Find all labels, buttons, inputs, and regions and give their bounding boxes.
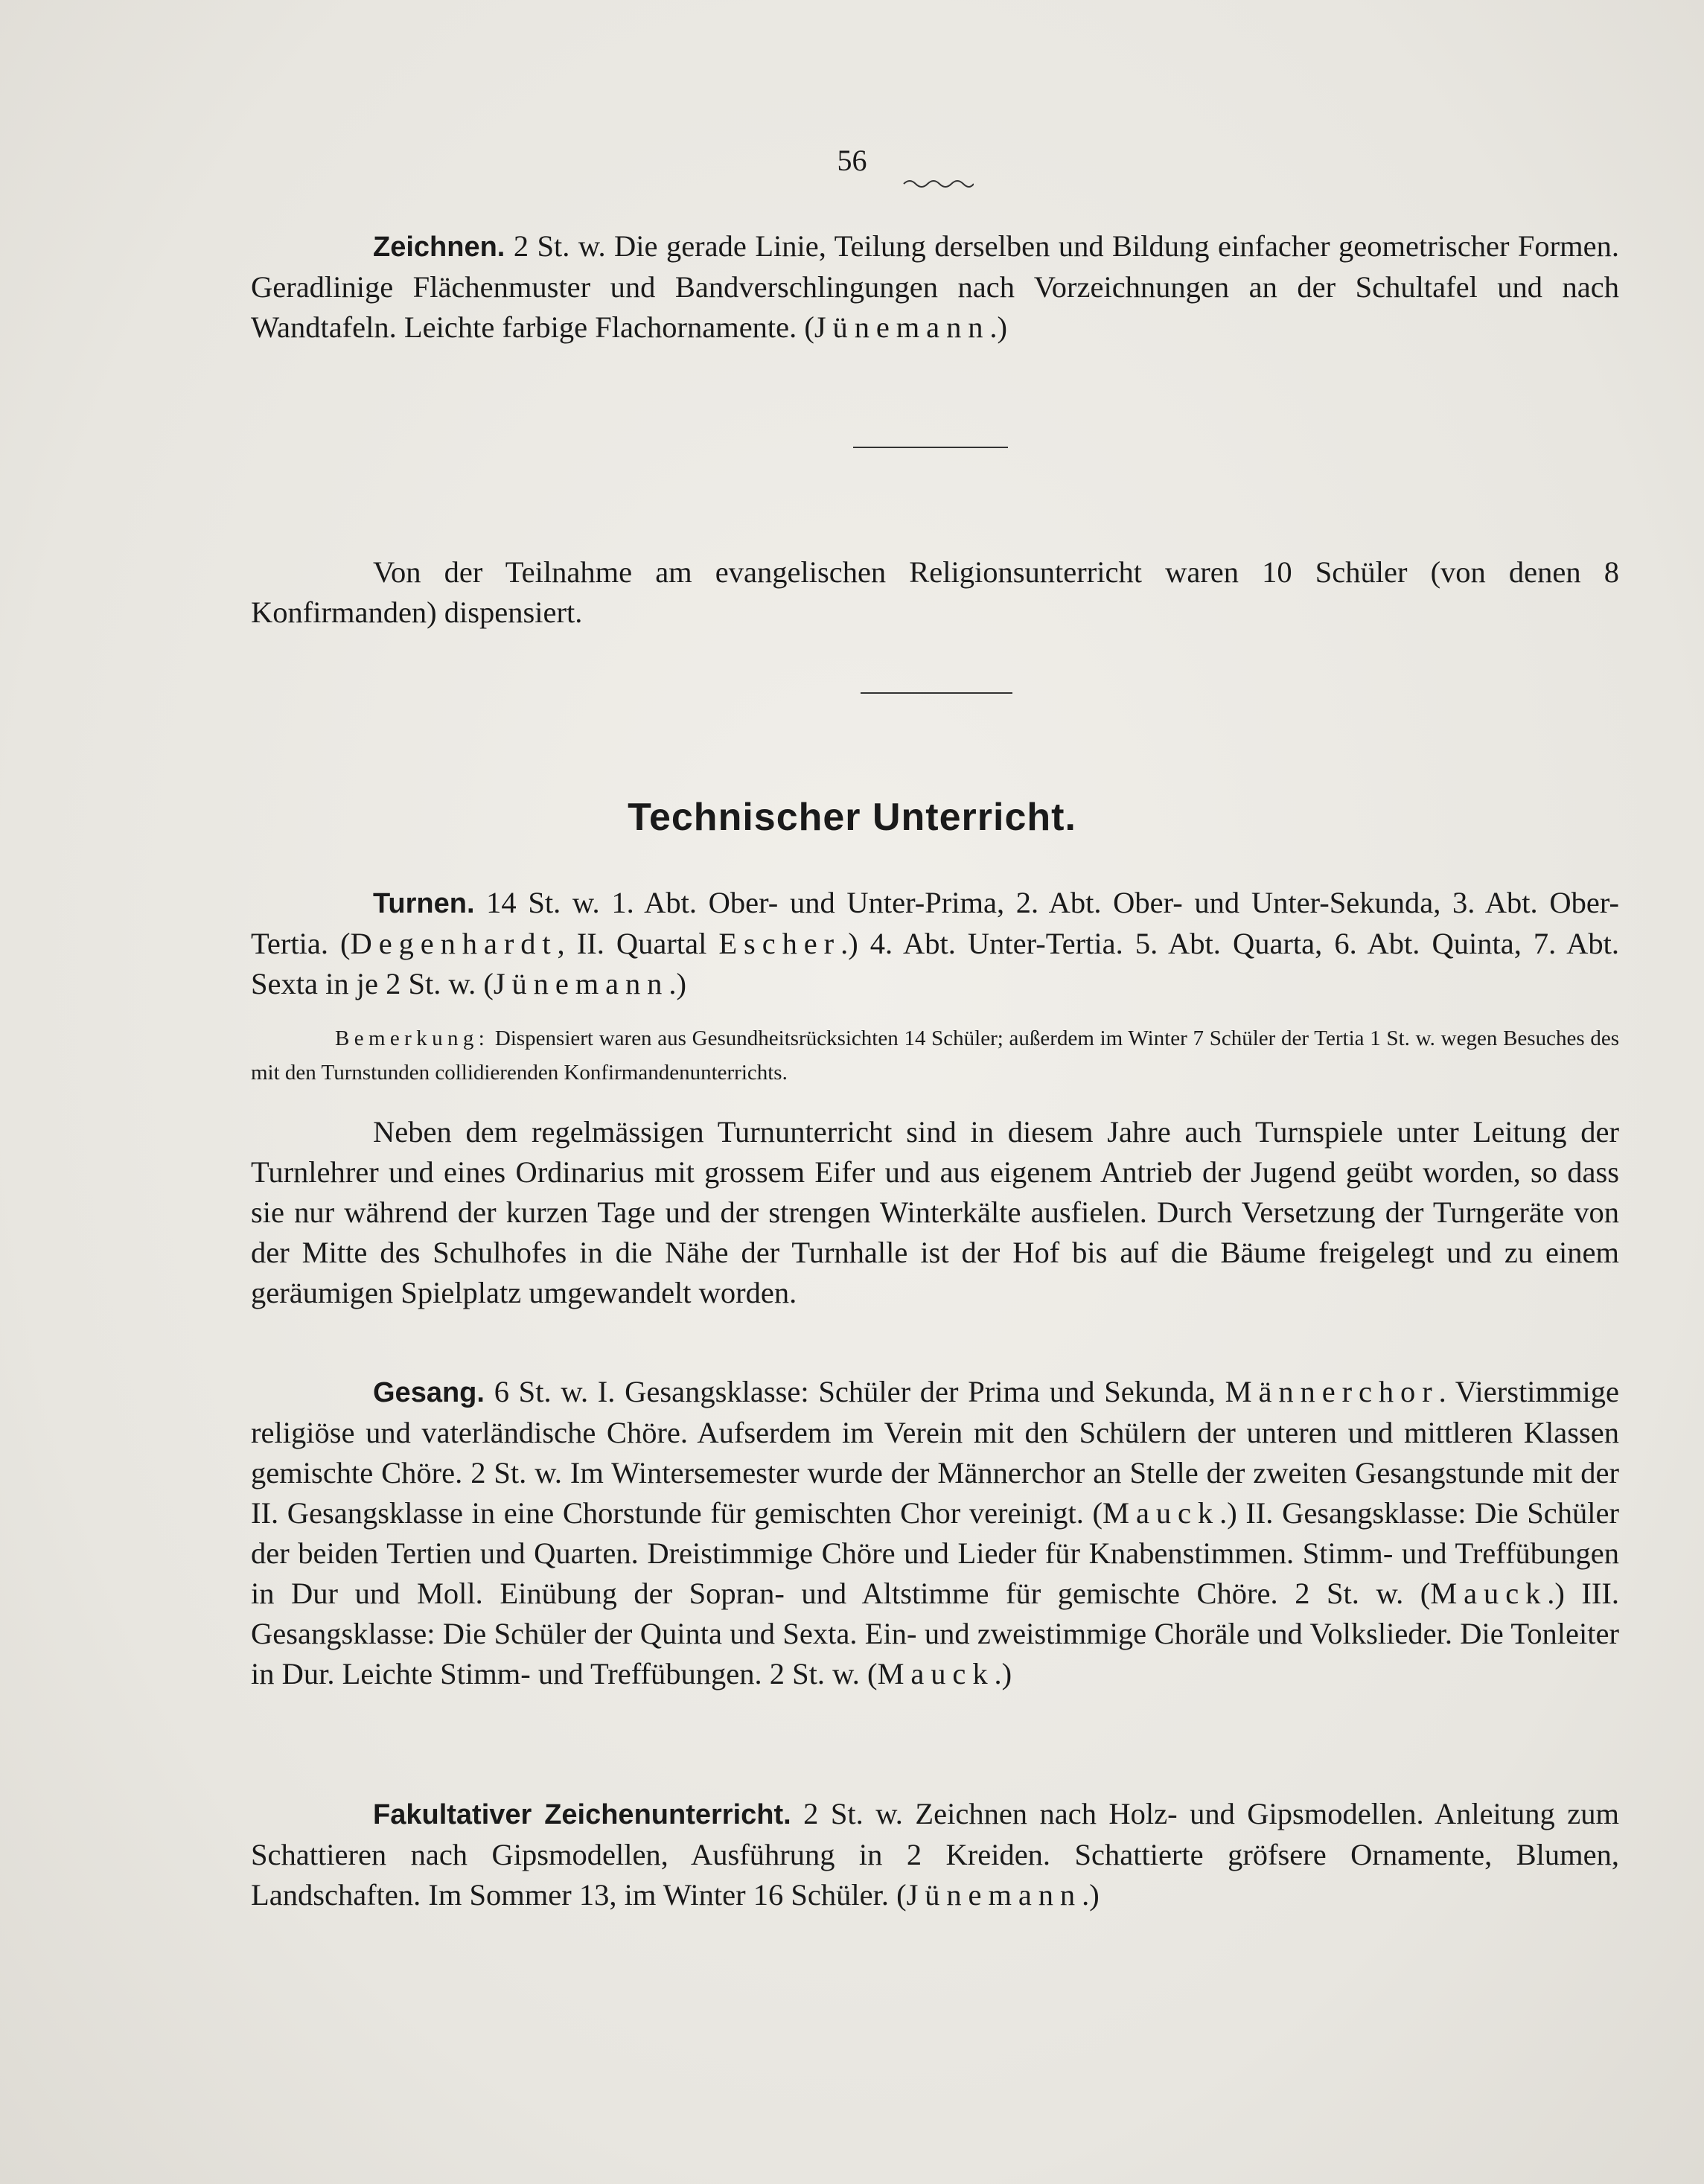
turnen-end: .) [668, 967, 686, 1000]
fakultativ-end: .) [1082, 1878, 1100, 1912]
fakultativ-heading: Fakultativer Zeichenunterricht. [373, 1799, 791, 1830]
gesang-text-1: 6 St. w. I. Gesangsklasse: Schüler der Prima und Sekunda, [484, 1375, 1225, 1408]
gesang-paragraph [251, 1372, 1619, 1694]
zeichnen-text: 2 St. w. Die gerade Linie, Teilung derselben und Bildung einfacher geometrischer Formen. Geradlinige Flächenmuster und Bandverschlingungen nach Vorzeichnungen an der Schultafel und nach Wandtafeln. Leichte farbige Flachornamente. ( [251, 229, 1619, 344]
fakultativ-teacher: Jünemann [906, 1878, 1082, 1912]
turnen-heading: Turnen. [373, 888, 475, 919]
dispens-text: Von der Teilnahme am evangelischen Religionsunterricht waren 10 Schüler (von denen 8 Konfirmanden) dispensiert. [251, 555, 1619, 629]
turnen-text-3: .) 4. Abt. Unter-Tertia. 5. Abt. Quarta, 6. Abt. Quinta, 7. Abt. Sexta in je 2 St. w. ( [251, 927, 1619, 1000]
section-title: Technischer Unterricht. [628, 796, 1076, 839]
bemerkung-label: Bemerkung: [335, 1026, 490, 1050]
gesang-teacher-2: Mauck [1430, 1577, 1548, 1610]
page-number-ornament [902, 177, 974, 188]
gesang-heading: Gesang. [373, 1377, 485, 1408]
turnen-text-1: 14 St. w. 1. Abt. Ober- und Unter-Prima, 2. Abt. Ober- und Unter-Sekunda, 3. Abt. Ober-Tertia. ( [251, 886, 1619, 960]
zeichnen-teacher: Jünemann [814, 310, 990, 344]
turnen-teacher-1: Degenhardt [350, 927, 558, 960]
page-number: 56 [837, 144, 867, 177]
bemerkung-text: Dispensiert waren aus Gesundheitsrücksichten 14 Schüler; außerdem im Winter 7 Schüler der Tertia 1 St. w. wegen Besuches des mit den Turnstunden collidierenden Konfirmandenunterrichts. [251, 1026, 1619, 1085]
gesang-chor: Männerchor [1225, 1375, 1439, 1408]
turnen-paragraph [251, 883, 1619, 1004]
gesang-text-2: . Vierstimmige religiöse und vaterländische Chöre. Aufserdem im Verein mit den Schülern der unteren und mittleren Klassen gemischte Chöre. 2 St. w. Im Wintersemester wurde der Männerchor an Stelle der zweiten Gesangstunde mit der II. Gesangsklasse in eine Chorstunde für gemischten Chor vereinigt. ( [251, 1375, 1620, 1530]
gesang-text-3: .) II. Gesangsklasse: Die Schüler der beiden Tertien und Quarten. Dreistimmige Chöre und Lieder für Knabenstimmen. Stimm- und Treffübungen in Dur und Moll. Einübung der Sopran- und Altstimme für gemischte Chöre. 2 St. w. ( [251, 1496, 1619, 1610]
turnspiele-text: Neben dem regelmässigen Turnunterricht sind in diesem Jahre auch Turnspiele unter Leitung der Turnlehrer und eines Ordinarius mit grossem Eifer und aus eigenem Antrieb der Jugend geübt worden, so dass sie nur während der kurzen Tage und der strengen Winterkälte ausfielen. Durch Versetzung der Turngeräte von der Mitte des Schulhofes in die Nähe der Turnhalle ist der Hof bis auf die Bäume freigelegt und zu einem geräumigen Spielplatz umgewandelt worden. [251, 1115, 1619, 1309]
turnen-teacher-2: Escher [718, 927, 841, 960]
gesang-text-4: .) III. Gesangsklasse: Die Schüler der Quinta und Sexta. Ein- und zweistimmige Choräle und Volkslieder. Die Tonleiter in Dur. Leichte Stimm- und Treffübungen. 2 St. w. ( [251, 1577, 1619, 1690]
bemerkung-note [251, 1021, 1619, 1090]
gesang-teacher-1: Mauck [1103, 1496, 1220, 1530]
turnen-teacher-3: Jünemann [493, 967, 669, 1000]
gesang-end: .) [994, 1657, 1012, 1690]
gesang-teacher-3: Mauck [877, 1657, 995, 1690]
zeichnen-end: .) [989, 310, 1008, 344]
turnen-text-2: , II. Quartal [557, 927, 719, 960]
fakultativ-text: 2 St. w. Zeichnen nach Holz- und Gipsmodellen. Anleitung zum Schattieren nach Gipsmodellen, Ausführung in 2 Kreiden. Schattierte gröfsere Ornamente, Blumen, Landschaften. Im Sommer 13, im Winter 16 Schüler. ( [251, 1797, 1619, 1912]
dispens-paragraph [251, 552, 1619, 633]
divider-rule [861, 692, 1012, 694]
zeichnen-paragraph [251, 226, 1619, 348]
fakultativ-paragraph [251, 1794, 1619, 1915]
turnspiele-paragraph [251, 1112, 1619, 1313]
zeichnen-heading: Zeichnen. [373, 232, 505, 263]
divider-rule [853, 447, 1008, 448]
